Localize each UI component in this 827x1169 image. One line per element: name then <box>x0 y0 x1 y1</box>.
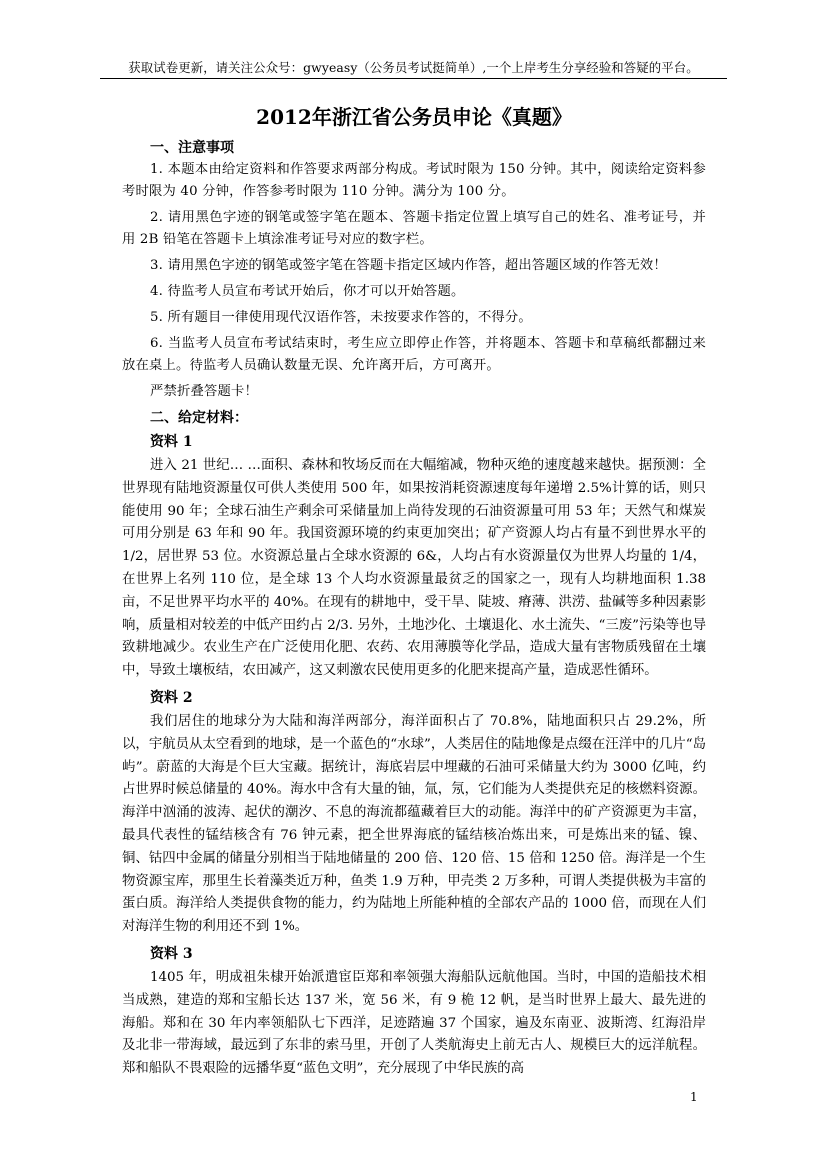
section-heading-notice: 一、注意事项 <box>150 140 234 156</box>
page-number: 1 <box>690 1090 698 1104</box>
material-text: 我们居住的地球分为大陆和海洋两部分，海洋面积占了 70.8%，陆地面积只占 29.2%，所以，宇航员从太空看到的地球，是一个蓝色的“水球”，人类居住的陆地像是点缀在汪洋中的几片“岛屿”。蔚蓝的大海是个巨大宝藏。据统计，海底岩层中埋藏的石油可采储量大约为 3000 亿吨，约占世界时候总储量的 40%。海水中含有大量的铀，氚，氖，它们能为人类提供充足的核燃料资源。海洋中汹涌的波涛、起伏的潮汐、不息的海流都蕴藏着巨大的动能。海洋中的矿产资源更为丰富，最具代表性的锰结核含有 76 钟元素，把全世界海底的锰结核冶炼出来，可是炼出来的锰、镍、铜、钴四中金属的储量分别相当于陆地储量的 200 倍、120 倍、15 倍和 1250 倍。海洋是一个生物资源宝库，那里生长着藻类近万种，鱼类 1.9 万种，甲壳类 2 万多种，可谓人类提供极为丰富的蛋白质。海洋给人类提供食物的能力，约为陆地上所能种植的全部农产品的 1000 倍，而现在人们对海洋生物的利用还不到 1%。 <box>122 713 706 935</box>
notice-item: 6. 当监考人员宣布考试结束时，考生应立即停止作答，并将题本、答题卡和草稿纸都翻过来放在桌上。待监考人员确认数量无误、允许离开后，方可离开。 <box>122 336 706 373</box>
notice-warning: 严禁折叠答题卡！ <box>150 384 258 399</box>
notice-item: 5. 所有题目一律使用现代汉语作答，未按要求作答的，不得分。 <box>150 310 532 325</box>
material-label: 资料 1 <box>150 434 193 450</box>
material-label: 资料 3 <box>150 945 193 962</box>
notice-item: 1. 本题本由给定资料和作答要求两部分构成。考试时限为 150 分钟。其中，阅读给定资料参考时限为 40 分钟，作答参考时限为 110 分钟。满分为 100 分。 <box>122 162 706 199</box>
material-text: 进入 21 世纪… …面积、森林和牧场反而在大幅缩减，物种灭绝的速度越来越快。据预测：全世界现有陆地资源量仅可供人类使用 500 年，如果按消耗资源速度每年递增 2.5%计算的话，则只能使用 90 年；全球石油生产剩余可采储量加上尚待发现的石油资源量可用 53 年；天然气和煤炭可用分别是 63 年和 90 年。我国资源环境的约束更加突出；矿产资源人均占有量不到世界水平的 1/2，居世界 53 位。水资源总量占全球水资源的 6&，人均占有水资源量仅为世界人均量的 1/4，在世界上名列 110 位，是全球 13 个人均水资源量最贫乏的国家之一，现有人均耕地面积 1.38 亩，不足世界平均水平的 40%。在现有的耕地中，受干旱、陡坡、瘠薄、洪涝、盐碱等多种因素影响，质量相对较差的中低产田约占 2/3. 另外，土地沙化、土壤退化、水土流失、“三废”污染等也导致耕地减少。农业生产在广泛使用化肥、农药、农用薄膜等化学品，造成大量有害物质残留在土壤中，导致土壤板结，农田减产，这又刺激农民使用更多的化肥来提高产量，造成恶性循环。 <box>122 458 706 679</box>
page-header-notice: 获取试卷更新，请关注公众号：gwyeasy（公务员考试挺简单）,一个上岸考生分享经验和答疑的平台。 <box>128 60 699 75</box>
notice-item: 3. 请用黑色字迹的钢笔或签字笔在答题卡指定区域内作答，超出答题区域的作答无效！ <box>150 258 667 273</box>
header-divider <box>100 78 727 79</box>
material-text: 1405 年，明成祖朱棣开始派遣宦臣郑和率领强大海船队远航他国。当时，中国的造船技术相当成熟，建造的郑和宝船长达 137 米，宽 56 米，有 9 桅 12 帆，是当时世界上最大、最先进的海船。郑和在 30 年内率领船队七下西洋，足迹踏遍 37 个国家，遍及东南亚、波斯湾、红海沿岸及北非一带海域，最远到了东非的索马里，开创了人类航海史上前无古人、规模巨大的远洋航程。郑和船队不畏艰险的远播华夏“蓝色文明”，充分展现了中华民族的高 <box>122 969 706 1077</box>
document-title: 2012年浙江省公务员申论《真题》 <box>256 105 572 129</box>
section-heading-materials: 二、给定材料： <box>150 410 248 426</box>
material-label: 资料 2 <box>150 689 193 706</box>
notice-item: 4. 待监考人员宣布考试开始后，你才可以开始答题。 <box>150 284 465 299</box>
document-body <box>122 100 706 1083</box>
notice-item: 2. 请用黑色字迹的钢笔或签字笔在题本、答题卡指定位置上填写自己的姓名、准考证号，并用 2B 铅笔在答题卡上填涂准考证号对应的数字栏。 <box>122 210 706 247</box>
